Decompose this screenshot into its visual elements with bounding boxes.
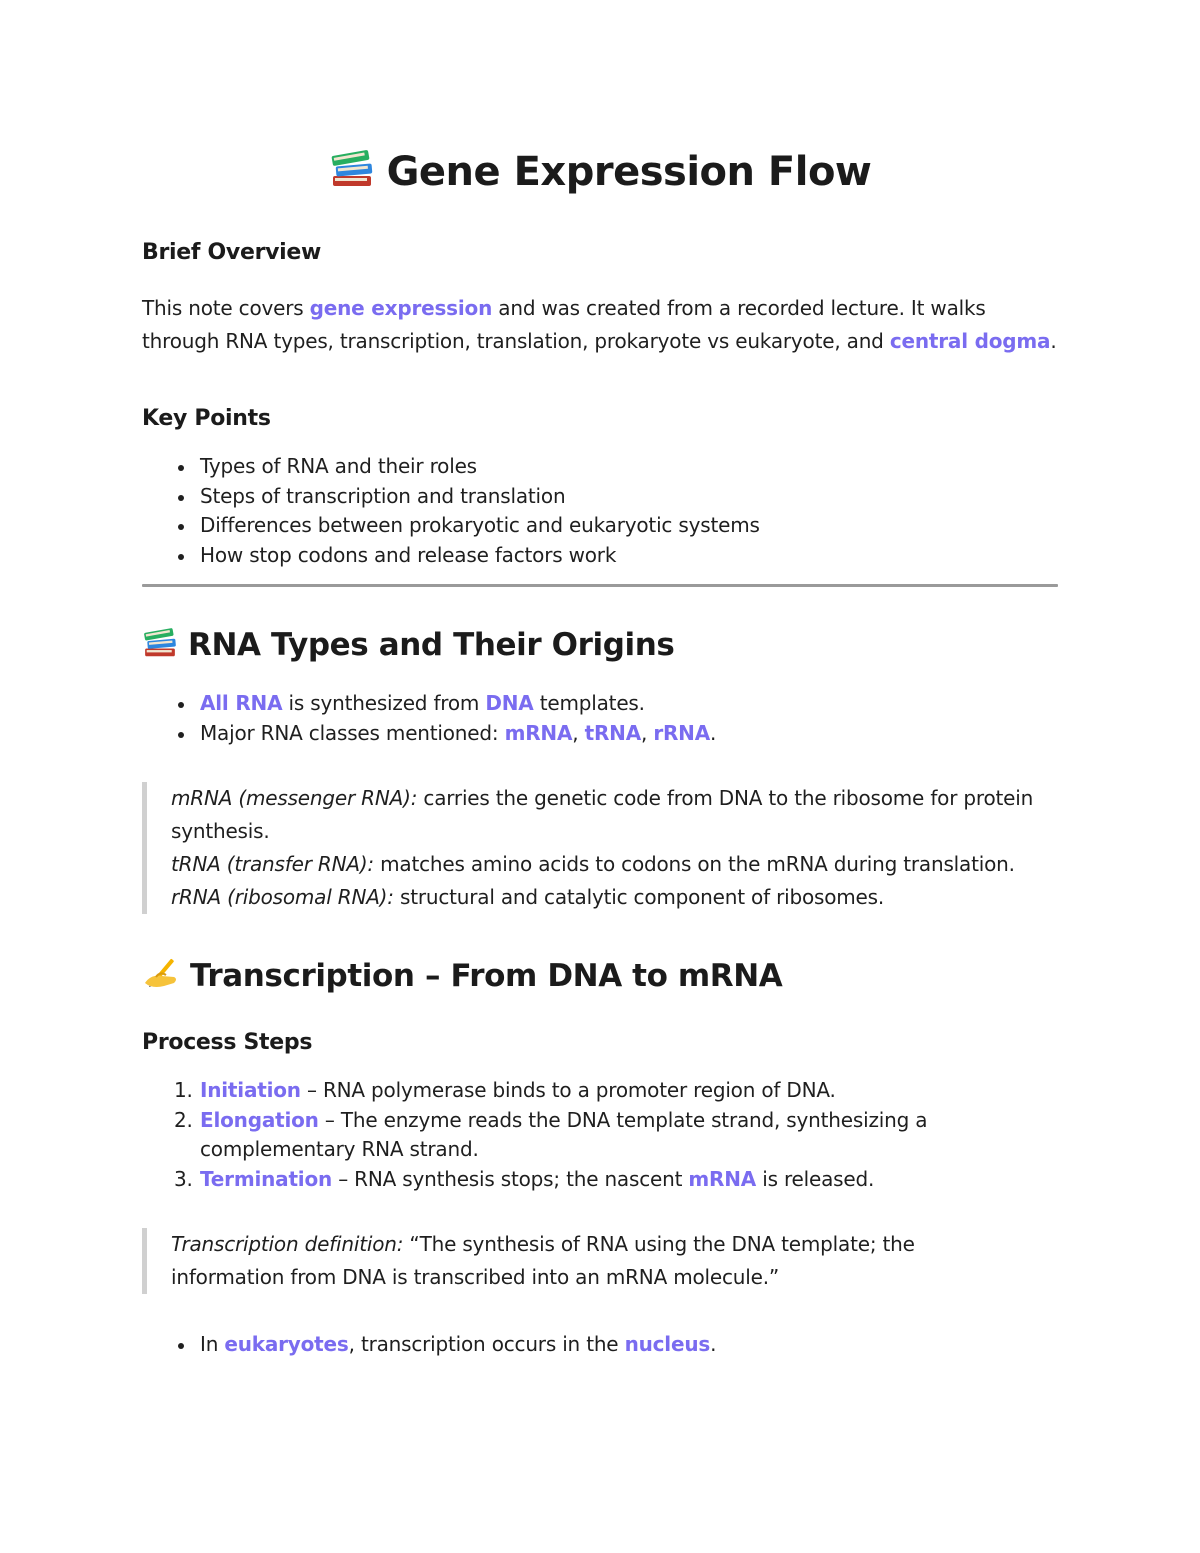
bullet-text: . xyxy=(710,720,717,745)
books-icon xyxy=(142,627,178,659)
list-item: Steps of transcription and translation xyxy=(142,482,1058,512)
transcription-section-heading xyxy=(142,954,1058,998)
bullet-text: In xyxy=(200,1332,225,1356)
transcription-bullet-list xyxy=(142,1330,1058,1360)
quote-text: carries the genetic code from DNA to the ribosome for protein synthesis. xyxy=(171,786,1034,843)
overview-heading: Brief Overview xyxy=(142,240,322,265)
rna-bullet-list xyxy=(142,689,1058,748)
list-item: How stop codons and release factors work xyxy=(142,541,1058,571)
rna-section-heading-text: RNA Types and Their Origins xyxy=(188,627,675,663)
bullet-text: templates. xyxy=(533,691,645,715)
bullet-text: Major RNA classes mentioned: xyxy=(200,720,505,745)
list-item xyxy=(142,719,1058,749)
overview-paragraph xyxy=(142,292,1058,358)
quote-line xyxy=(171,848,1058,881)
bullet-text: , transcription occurs in the xyxy=(348,1332,625,1356)
quote-lead: Transcription definition: xyxy=(171,1232,404,1256)
step-text: – RNA synthesis stops; the nascent xyxy=(332,1166,689,1191)
quote-text: structural and catalytic component of ribosomes. xyxy=(393,885,884,909)
process-steps-heading: Process Steps xyxy=(142,1030,313,1055)
list-item xyxy=(142,689,1058,719)
mrna-link[interactable]: mRNA xyxy=(504,720,573,745)
transcription-section-heading-text: Transcription – From DNA to mRNA xyxy=(190,958,783,994)
quote-text: matches amino acids to codons on the mRNA during translation. xyxy=(373,852,1015,876)
transcription-definition-quote xyxy=(142,1228,1058,1294)
separator: , xyxy=(640,720,654,745)
rrna-link[interactable]: rRNA xyxy=(653,720,710,745)
quote-lead: rRNA (ribosomal RNA): xyxy=(171,885,394,909)
step-text: is released. xyxy=(756,1166,875,1191)
list-item xyxy=(142,1330,1058,1360)
bullet-text: . xyxy=(710,1332,717,1356)
dna-link[interactable]: DNA xyxy=(485,691,534,715)
quote-line xyxy=(171,881,1058,914)
trna-link[interactable]: tRNA xyxy=(584,720,641,745)
step-text: – RNA polymerase binds to a promoter region of DNA. xyxy=(300,1078,836,1102)
page-title xyxy=(142,140,1058,204)
quote-lead: tRNA (transfer RNA): xyxy=(171,852,374,876)
overview-text-3: . xyxy=(1050,329,1057,353)
rna-section-heading xyxy=(142,623,1058,667)
quote-line xyxy=(171,782,1058,848)
elongation-link[interactable]: Elongation xyxy=(200,1107,319,1132)
list-item: Types of RNA and their roles xyxy=(142,452,1058,482)
writing-hand-icon xyxy=(142,956,182,990)
process-steps-list xyxy=(142,1076,1058,1194)
nucleus-link[interactable]: nucleus xyxy=(624,1332,711,1356)
all-rna-link[interactable]: All RNA xyxy=(200,691,283,715)
key-points-heading: Key Points xyxy=(142,406,271,431)
bullet-text: is synthesized from xyxy=(282,691,486,715)
quote-lead: mRNA (messenger RNA): xyxy=(171,786,418,810)
books-icon xyxy=(329,149,375,189)
gene-expression-link[interactable]: gene expression xyxy=(309,296,493,320)
page-title-text: Gene Expression Flow xyxy=(386,149,872,195)
mrna-link[interactable]: mRNA xyxy=(688,1166,757,1191)
overview-text-1: This note covers xyxy=(142,296,310,320)
quote-text: “The synthesis of RNA using the DNA template; the information from DNA is transcribed into an mRNA molecule.” xyxy=(171,1232,915,1289)
central-dogma-link[interactable]: central dogma xyxy=(889,329,1051,353)
list-item: Differences between prokaryotic and eukaryotic systems xyxy=(142,511,1058,541)
document-content xyxy=(142,140,1058,1360)
termination-link[interactable]: Termination xyxy=(200,1166,333,1191)
initiation-link[interactable]: Initiation xyxy=(200,1078,301,1102)
step-text: – The enzyme reads the DNA template strand, synthesizing a complementary RNA strand. xyxy=(200,1107,928,1161)
list-item xyxy=(142,1076,1058,1106)
key-points-list xyxy=(142,452,1058,570)
list-item xyxy=(142,1165,1058,1195)
eukaryotes-link[interactable]: eukaryotes xyxy=(224,1332,349,1356)
overview-text-2: and was created from a recorded lecture. It walks through RNA types, transcription, translation, prokaryote vs eukaryote, and xyxy=(142,296,986,353)
rna-definitions-quote xyxy=(142,782,1058,914)
separator: , xyxy=(572,720,585,745)
section-divider xyxy=(142,584,1058,587)
list-item xyxy=(142,1106,1058,1165)
